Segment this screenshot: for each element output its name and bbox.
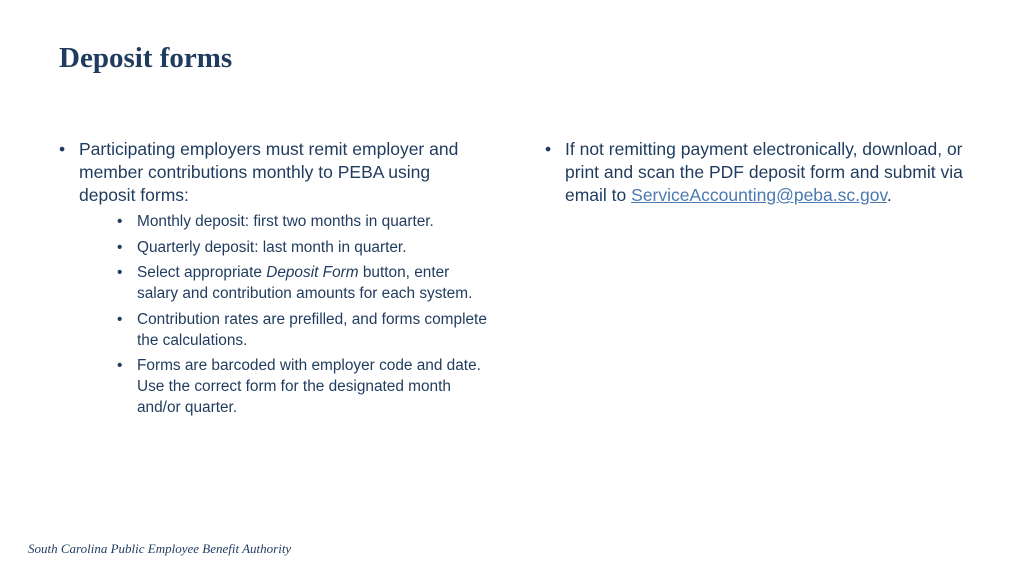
left-column	[59, 138, 489, 423]
sub-bullet-barcoded: • Forms are barcoded with employer code and date. Use the correct form for the designated month and/or quarter.	[117, 355, 489, 418]
bullet-text: Participating employers must remit employer and member contributions monthly to PEBA using deposit forms:	[79, 139, 459, 205]
service-accounting-email-link[interactable]: ServiceAccounting@peba.sc.gov	[631, 185, 887, 205]
sub-bullet-rates: • Contribution rates are prefilled, and forms complete the calculations.	[117, 309, 489, 351]
bullet-text: If not remitting payment electronically, download, or print and scan the PDF deposit form and submit via email to	[565, 139, 963, 205]
sub-bullet-quarterly: • Quarterly deposit: last month in quarter.	[117, 237, 489, 258]
slide-title: Deposit forms	[59, 42, 233, 74]
right-column	[545, 138, 965, 207]
bullet-period: .	[886, 185, 892, 205]
sub-bullet-text: button, enter salary and contribution amounts for each system.	[137, 264, 473, 302]
sub-bullet-list	[79, 211, 489, 418]
footer-organization: South Carolina Public Employee Benefit Authority	[28, 541, 292, 556]
sub-bullet-monthly: • Monthly deposit: first two months in quarter.	[117, 211, 489, 232]
deposit-form-emphasis: Deposit Form	[266, 264, 359, 281]
bullet-item	[545, 138, 965, 207]
bullet-item	[59, 138, 489, 418]
sub-bullet-text: Select appropriate	[137, 264, 267, 281]
sub-bullet-select-form	[117, 262, 489, 304]
